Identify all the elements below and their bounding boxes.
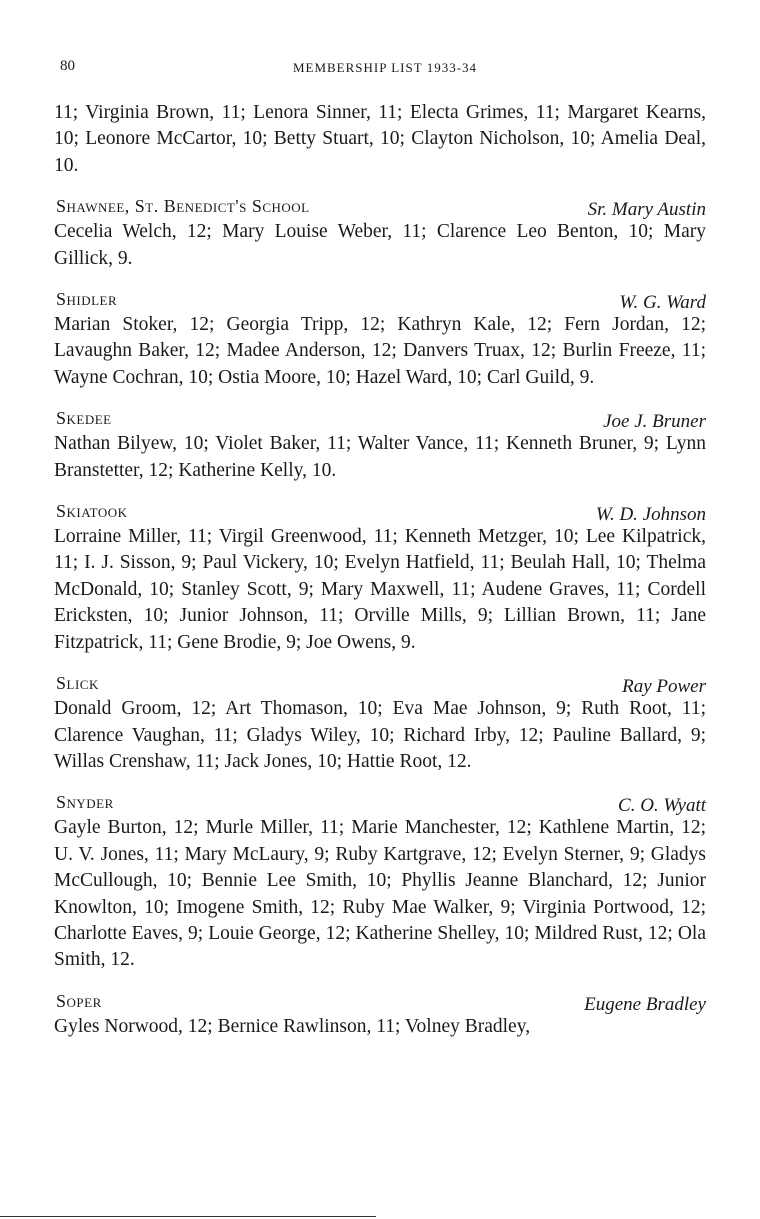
section-heading — [54, 191, 706, 219]
principal-name: Sr. Mary Austin — [587, 199, 706, 221]
school-name: Slick — [56, 673, 99, 694]
member-list: Gyles Norwood, 12; Bernice Rawlinson, 11; Volney Bradley, — [54, 1015, 531, 1037]
school-section-shidler — [54, 284, 706, 391]
school-section-slick — [54, 668, 706, 775]
section-heading — [54, 284, 706, 312]
principal-name: W. D. Johnson — [595, 504, 706, 526]
member-list: Nathan Bilyew, 10; Violet Baker, 11; Walter Vance, 11; Kenneth Bruner, 9; Lynn Branstetter, 12; Katherine Kelly, 10. — [54, 433, 706, 481]
section-heading — [54, 403, 706, 431]
principal-name: Ray Power — [622, 676, 706, 698]
member-list: Marian Stoker, 12; Georgia Tripp, 12; Kathryn Kale, 12; Fern Jordan, 12; Lavaughn Baker, 12; Madee Anderson, 12; Danvers Truax, 12; Burlin Freeze, 11; Wayne Cochran, 10; Ostia Moore, 10; Hazel Ward, 10; Carl Guild, 9. — [54, 314, 706, 388]
membership-list — [54, 100, 706, 1040]
footer-rule — [0, 1216, 376, 1217]
school-name: Skiatook — [56, 501, 128, 522]
page-number: 80 — [60, 58, 75, 74]
school-name: Snyder — [56, 792, 114, 813]
principal-name: Eugene Bradley — [584, 993, 706, 1015]
school-name: Shawnee, St. Benedict's School — [56, 196, 310, 217]
principal-name: Joe J. Bruner — [603, 411, 706, 433]
member-list: Gayle Burton, 12; Murle Miller, 11; Marie Manchester, 12; Kathlene Martin, 12; U. V. Jones, 11; Mary McLaury, 9; Ruby Kartgrave, 12; Evelyn Sterner, 9; Gladys McCullough, 10; Bennie Lee Smith, 10; Phyllis Jeanne Blanchard, 12; Junior Knowlton, 10; Imogene Smith, 12; Ruby Mae Walker, 9; Virginia Portwood, 12; Charlotte Eaves, 9; Louie George, 12; Katherine Shelley, 10; Mildred Rust, 12; Ola Smith, 12. — [54, 817, 706, 971]
section-heading — [54, 668, 706, 696]
section-heading — [54, 787, 706, 815]
running-title: MEMBERSHIP LIST 1933-34 — [292, 60, 478, 75]
school-section-shawnee — [54, 191, 706, 272]
section-heading — [54, 496, 706, 524]
school-section-snyder — [54, 787, 706, 973]
page-header — [60, 58, 710, 80]
member-list: Cecelia Welch, 12; Mary Louise Weber, 11; Clarence Leo Benton, 10; Mary Gillick, 9. — [54, 221, 706, 269]
school-section-skedee — [54, 403, 706, 484]
member-list: Donald Groom, 12; Art Thomason, 10; Eva Mae Johnson, 9; Ruth Root, 11; Clarence Vaughan, 11; Gladys Wiley, 10; Richard Irby, 12; Pauline Ballard, 9; Willas Crenshaw, 11; Jack Jones, 10; Hattie Root, 12. — [54, 698, 706, 772]
section-heading — [54, 986, 706, 1014]
principal-name: C. O. Wyatt — [618, 795, 706, 817]
school-name: Shidler — [56, 289, 118, 310]
member-list: Lorraine Miller, 11; Virgil Greenwood, 11; Kenneth Metzger, 10; Lee Kilpatrick, 11; I. J. Sisson, 9; Paul Vickery, 10; Evelyn Hatfield, 11; Beulah Hall, 10; Thelma McDonald, 10; Stanley Scott, 9; Mary Maxwell, 11; Audene Graves, 11; Cordell Ericksten, 10; Junior Johnson, 11; Orville Mills, 9; Lillian Brown, 11; Jane Fitzpatrick, 11; Gene Brodie, 9; Joe Owens, 9. — [54, 526, 706, 653]
principal-name: W. G. Ward — [619, 292, 706, 314]
school-name: Soper — [56, 990, 102, 1011]
continued-member-list: 11; Virginia Brown, 11; Lenora Sinner, 11; Electa Grimes, 11; Margaret Kearns, 10; Leonore McCartor, 10; Betty Stuart, 10; Clayton Nicholson, 10; Amelia Deal, 10. — [54, 102, 706, 176]
school-section-soper — [54, 986, 706, 1040]
school-name: Skedee — [56, 408, 112, 429]
school-section-skiatook — [54, 496, 706, 656]
